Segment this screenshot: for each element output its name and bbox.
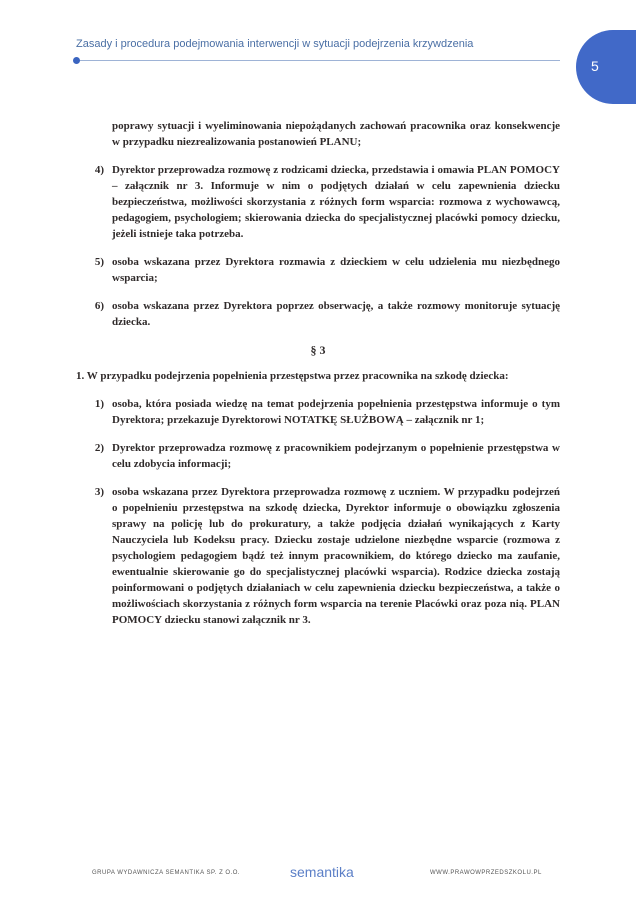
list-item (76, 440, 560, 472)
list-item-text: osoba wskazana przez Dyrektora przeprowadza rozmowę z uczniem. W przypadku podejrzeń o popełnieniu przestępstwa na szkodę dziecka, Dyrektor informuje o obowiązku zgłoszenia sprawy na policję lub do prokuratury, a także podjęcia działań wynikających z Karty Nauczyciela lub Kodeksu pracy. Dziecku zostaje udzielone niezbędne wsparcie (rozmowa z psychologiem pedagogiem bądź też innym pracownikiem, do którego dziecko ma zaufanie, ewentualnie skierowanie go do specjalistycznej placówki wsparcia). Rodzice dziecka zostają poinformowani o podjętych działaniach w celu zapewnienia dziecku bezpieczeństwa, a także o możliwościach skorzystania z różnych form wsparcia na terenie Placówki oraz poza nią. PLAN POMOCY dziecku stanowi załącznik nr 3. (112, 486, 560, 626)
list-item-number: 4) (94, 164, 104, 176)
list-item-number: 5) (94, 256, 104, 268)
continuation-paragraph: poprawy sytuacji i wyeliminowania niepożądanych zachowań pracownika oraz konsekwencje w przypadku niezrealizowania postanowień PLANU; (112, 120, 560, 148)
list-item-text: osoba wskazana przez Dyrektora rozmawia z dzieckiem w celu udzielenia mu niezbędnego wsparcia; (112, 256, 560, 284)
list-item (76, 484, 560, 628)
list-item (76, 396, 560, 428)
section-intro: 1. W przypadku podejrzenia popełnienia przestępstwa przez pracownika na szkodę dziecka: (76, 370, 509, 382)
page-number: 5 (591, 58, 599, 74)
page-number-tab (576, 30, 636, 104)
list-item-number: 2) (94, 442, 104, 454)
list-item-text: Dyrektor przeprowadza rozmowę z rodzicami dziecka, przedstawia i omawia PLAN POMOCY – załącznik nr 3. Informuje w nim o podjętych działań w celu zapewnienia dziecku bezpieczeństwa, możliwości skorzystania z różnych form wsparcia: rozmowa z wychowawcą, pedagogiem, psychologiem; skierowania dziecka do specjalistycznej placówki pomocy dziecku, jeżeli istnieje taka potrzeba. (112, 164, 560, 240)
header-rule (76, 60, 560, 61)
list-item (76, 298, 560, 330)
header-dot (73, 57, 80, 64)
running-header-title: Zasady i procedura podejmowania interwencji w sytuacji podejrzenia krzywdzenia (76, 38, 474, 50)
footer-logo: semantika (290, 864, 354, 880)
list-item-number: 3) (94, 486, 104, 498)
list-item-text: Dyrektor przeprowadza rozmowę z pracownikiem podejrzanym o popełnienie przestępstwa w celu zdobycia informacji; (112, 442, 560, 470)
section-heading: § 3 (310, 343, 326, 357)
footer-website: WWW.PRAWOWPRZEDSZKOLU.PL (430, 870, 542, 876)
list-item-number: 6) (94, 300, 104, 312)
document-body (76, 118, 560, 640)
list-item-text: osoba wskazana przez Dyrektora poprzez obserwację, a także rozmowy monitoruje sytuację dziecka. (112, 300, 560, 328)
footer-publisher: GRUPA WYDAWNICZA SEMANTIKA SP. Z O.O. (92, 870, 241, 876)
list-item-text: osoba, która posiada wiedzę na temat podejrzenia popełnienia przestępstwa informuje o tym Dyrektora; przekazuje Dyrektorowi NOTATKĘ SŁUŻBOWĄ – załącznik nr 1; (112, 398, 560, 426)
list-item (76, 162, 560, 242)
list-item-number: 1) (94, 398, 104, 410)
list-item (76, 254, 560, 286)
